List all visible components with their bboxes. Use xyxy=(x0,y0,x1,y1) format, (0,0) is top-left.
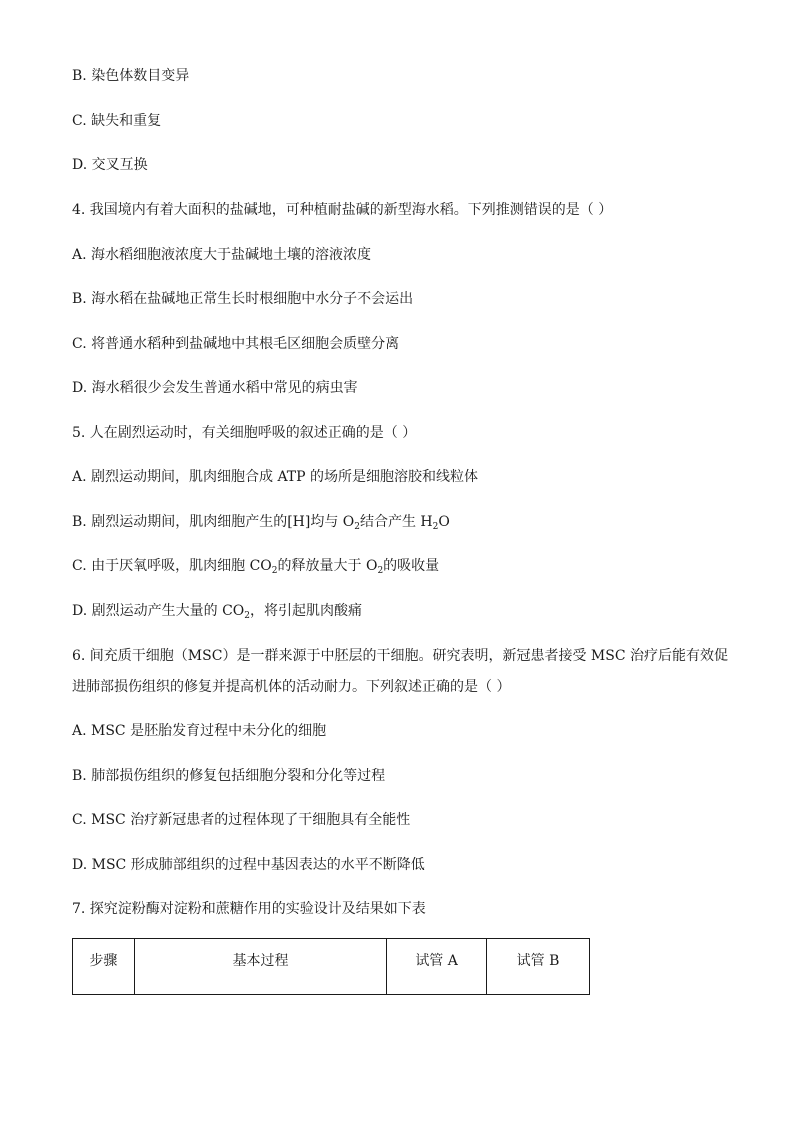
q5b-text-1: B. 剧烈运动期间，肌肉细胞产生的[H]均与 O xyxy=(72,514,355,530)
q6-option-a: A. MSC 是胚胎发育过程中未分化的细胞 xyxy=(72,723,327,739)
header-procedure: 基本过程 xyxy=(134,939,386,995)
q5d-text-1: D. 剧烈运动产生大量的 CO xyxy=(72,603,245,619)
q5d-text-2: ，将引起肌肉酸痛 xyxy=(250,603,362,619)
q3-option-b: B. 染色体数目变异 xyxy=(72,68,190,84)
q5-stem: 5. 人在剧烈运动时，有关细胞呼吸的叙述正确的是（ ） xyxy=(72,425,417,441)
q5b-sub-2: 2 xyxy=(432,522,439,532)
q7-stem: 7. 探究淀粉酶对淀粉和蔗糖作用的实验设计及结果如下表 xyxy=(72,901,426,917)
q5c-text-1: C. 由于厌氧呼吸，肌肉细胞 CO xyxy=(72,558,272,574)
q5c-sub-1: 2 xyxy=(271,566,278,576)
q6-stem-line-2: 进肺部损伤组织的修复并提高机体的活动耐力。下列叙述正确的是（ ） xyxy=(72,679,511,695)
q5c-text-3: 的吸收量 xyxy=(383,558,440,574)
q4-option-c: C. 将普通水稻种到盐碱地中其根毛区细胞会质壁分离 xyxy=(72,336,400,352)
q5-option-d xyxy=(72,601,362,621)
q4-option-d: D. 海水稻很少会发生普通水稻中常见的病虫害 xyxy=(72,380,358,396)
q5-option-a: A. 剧烈运动期间，肌肉细胞合成 ATP 的场所是细胞溶胶和线粒体 xyxy=(72,469,479,485)
q6-option-b: B. 肺部损伤组织的修复包括细胞分裂和分化等过程 xyxy=(72,768,386,784)
q3-option-c: C. 缺失和重复 xyxy=(72,113,162,129)
q5b-text-2: 结合产生 H xyxy=(359,514,433,530)
q4-option-b: B. 海水稻在盐碱地正常生长时根细胞中水分子不会运出 xyxy=(72,291,414,307)
experiment-table xyxy=(72,938,590,995)
q5d-sub-1: 2 xyxy=(244,611,250,621)
q5c-text-2: 的释放量大于 O xyxy=(277,558,378,574)
q5b-text-3: O xyxy=(438,514,450,530)
q3-option-d: D. 交叉互换 xyxy=(72,157,148,173)
q4-option-a: A. 海水稻细胞液浓度大于盐碱地土壤的溶液浓度 xyxy=(72,247,372,263)
header-step: 步骤 xyxy=(73,939,135,995)
q5-option-c xyxy=(72,556,439,576)
header-tube-a: 试管 A xyxy=(387,939,487,995)
q6-stem-line-1: 6. 间充质干细胞（MSC）是一群来源于中胚层的干细胞。研究表明，新冠患者接受 MSC 治疗后能有效促 xyxy=(72,648,728,664)
q4-stem: 4. 我国境内有着大面积的盐碱地，可种植耐盐碱的新型海水稻。下列推测错误的是（ ） xyxy=(72,202,613,218)
q6-option-d: D. MSC 形成肺部组织的过程中基因表达的水平不断降低 xyxy=(72,857,425,873)
q5-option-b xyxy=(72,512,450,532)
header-tube-b: 试管 B xyxy=(487,939,590,995)
q6-option-c: C. MSC 治疗新冠患者的过程体现了干细胞具有全能性 xyxy=(72,812,411,828)
q5c-sub-2: 2 xyxy=(377,566,384,576)
q5b-sub-1: 2 xyxy=(354,522,360,532)
table-header-row xyxy=(73,939,590,995)
